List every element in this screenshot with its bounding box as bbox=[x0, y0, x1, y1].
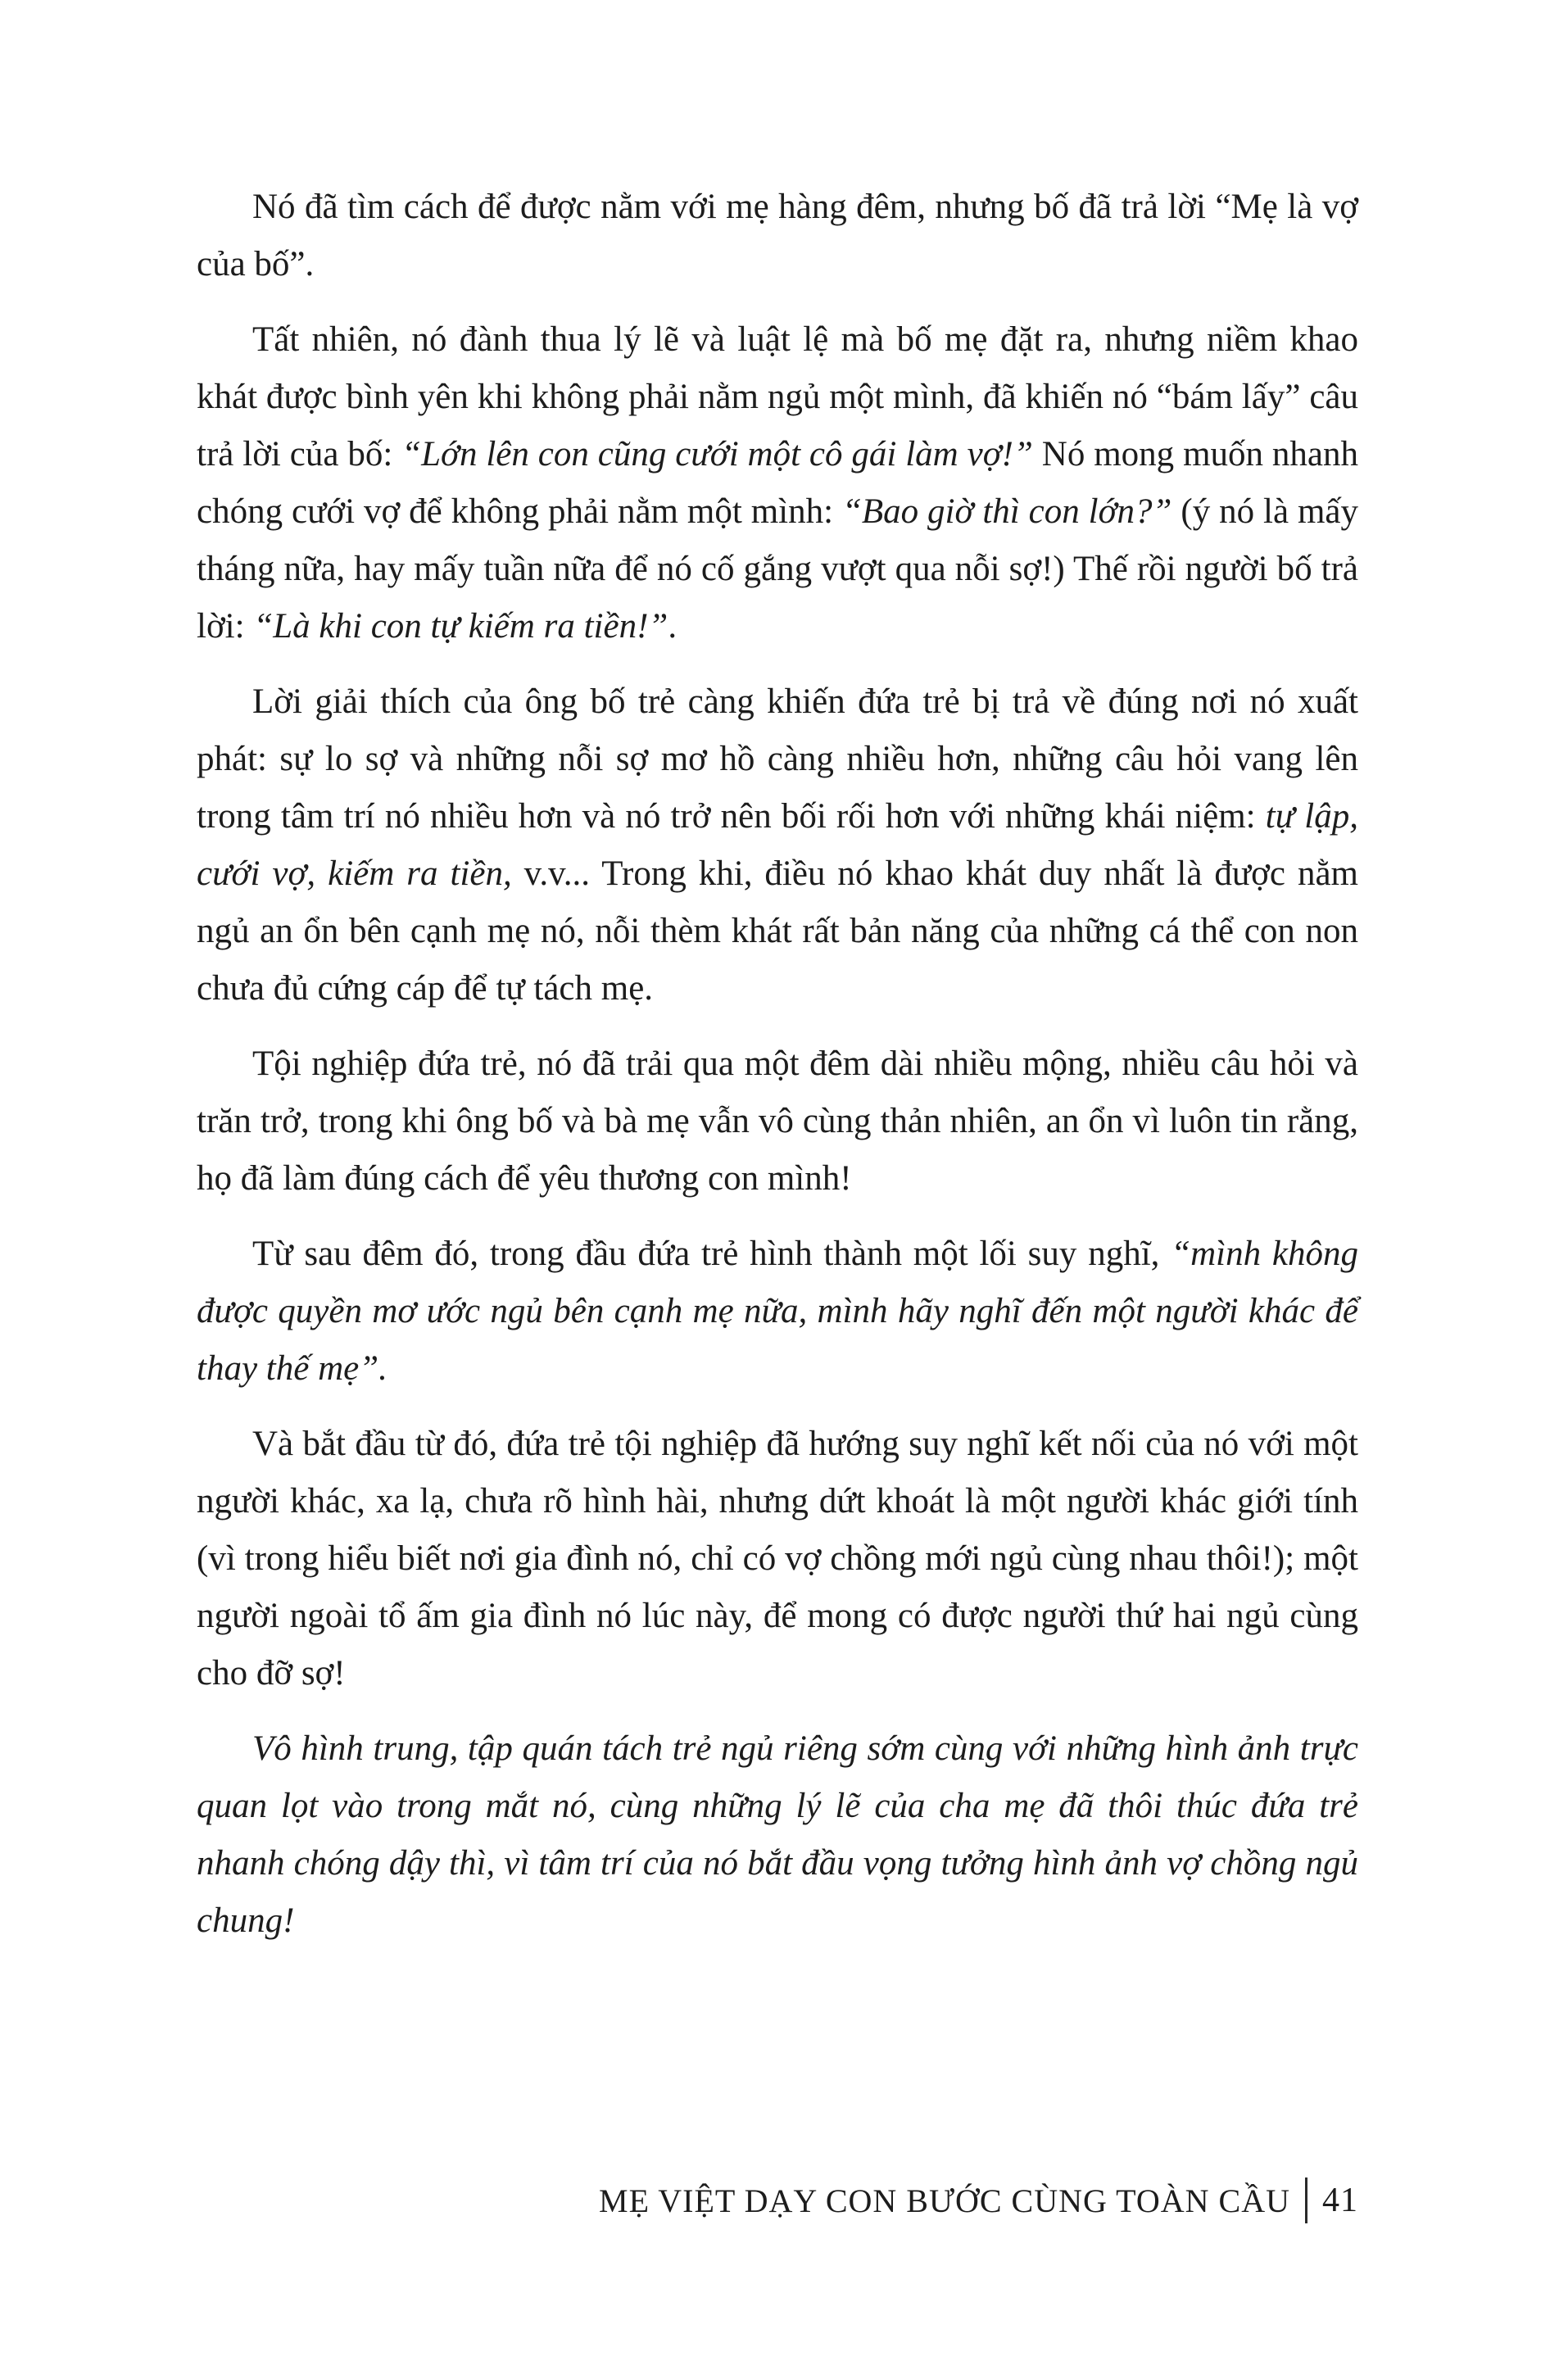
paragraph-text: Tất nhiên, nó đành thua lý lẽ và luật lệ mà bố mẹ đặt ra, nhưng niềm khao khát được bình yên khi không phải nằm ngủ một mình, đã khiến nó “bám lấy” câu trả lời của bố: bbox=[197, 320, 1358, 474]
paragraph bbox=[197, 179, 1358, 293]
paragraph-text-italic: Vô hình trung, tập quán tách trẻ ngủ riêng sớm cùng với những hình ảnh trực quan lọt vào trong mắt nó, cùng những lý lẽ của cha mẹ đã thôi thúc đứa trẻ nhanh chóng dậy thì, vì tâm trí của nó bắt đầu vọng tưởng hình ảnh vợ chồng ngủ chung! bbox=[197, 1729, 1358, 1940]
paragraph bbox=[197, 673, 1358, 1017]
page-body bbox=[197, 179, 1358, 1950]
paragraph bbox=[197, 1720, 1358, 1950]
footer-separator bbox=[1305, 2177, 1307, 2223]
paragraph-text-italic: “Lớn lên con cũng cưới một cô gái làm vợ!” bbox=[401, 435, 1033, 474]
paragraph-text-italic: “Là khi con tự kiếm ra tiền!” bbox=[253, 607, 668, 646]
paragraph-text: Nó mong muốn nhanh chóng cưới vợ để không phải nằm một mình: bbox=[197, 435, 1358, 531]
paragraph-text: Và bắt đầu từ đó, đứa trẻ tội nghiệp đã hướng suy nghĩ kết nối của nó với một người khác, xa lạ, chưa rõ hình hài, nhưng dứt khoát là một người khác giới tính (vì trong hiểu biết nơi gia đình nó, chỉ có vợ chồng mới ngủ cùng nhau thôi!); một người ngoài tổ ấm gia đình nó lúc này, để mong có được người thứ hai ngủ cùng cho đỡ sợ! bbox=[197, 1425, 1358, 1693]
footer-page-number: 41 bbox=[1322, 2182, 1358, 2219]
paragraph bbox=[197, 1416, 1358, 1702]
footer-title: MẸ VIỆT DẠY CON BƯỚC CÙNG TOÀN CẦU bbox=[599, 2182, 1290, 2219]
paragraph bbox=[197, 311, 1358, 655]
paragraph-text: . bbox=[668, 607, 678, 646]
paragraph-text: v.v... Trong khi, điều nó khao khát duy nhất là được nằm ngủ an ổn bên cạnh mẹ nó, nỗi thèm khát rất bản năng của những cá thể con non chưa đủ cứng cáp để tự tách mẹ. bbox=[197, 854, 1358, 1008]
paragraph-text-italic: “Bao giờ thì con lớn?” bbox=[841, 492, 1172, 531]
page-footer bbox=[599, 2177, 1358, 2223]
paragraph bbox=[197, 1035, 1358, 1208]
paragraph-text: Nó đã tìm cách để được nằm với mẹ hàng đêm, nhưng bố đã trả lời “Mẹ là vợ của bố”. bbox=[197, 188, 1358, 283]
paragraph bbox=[197, 1226, 1358, 1398]
paragraph-text: Từ sau đêm đó, trong đầu đứa trẻ hình thành một lối suy nghĩ, bbox=[252, 1235, 1171, 1273]
paragraph-text: Tội nghiệp đứa trẻ, nó đã trải qua một đêm dài nhiều mộng, nhiều câu hỏi và trăn trở, trong khi ông bố và bà mẹ vẫn vô cùng thản nhiên, an ổn vì luôn tin rằng, họ đã làm đúng cách để yêu thương con mình! bbox=[197, 1045, 1358, 1198]
paragraph-text: Lời giải thích của ông bố trẻ càng khiến đứa trẻ bị trả về đúng nơi nó xuất phát: sự lo sợ và những nỗi sợ mơ hồ càng nhiều hơn, những câu hỏi vang lên trong tâm trí nó nhiều hơn và nó trở nên bối rối hơn với những khái niệm: bbox=[197, 682, 1358, 836]
paragraph-text: (ý nó là mấy tháng nữa, hay mấy tuần nữa để nó cố gắng vượt qua nỗi sợ!) Thế rồi người bố trả lời: bbox=[197, 492, 1358, 646]
paragraph-text-italic: “mình không được quyền mơ ước ngủ bên cạnh mẹ nữa, mình hãy nghĩ đến một người khác để thay thế mẹ”. bbox=[197, 1235, 1359, 1388]
paragraph-text-italic: tự lập, cưới vợ, kiếm ra tiền, bbox=[197, 797, 1358, 893]
